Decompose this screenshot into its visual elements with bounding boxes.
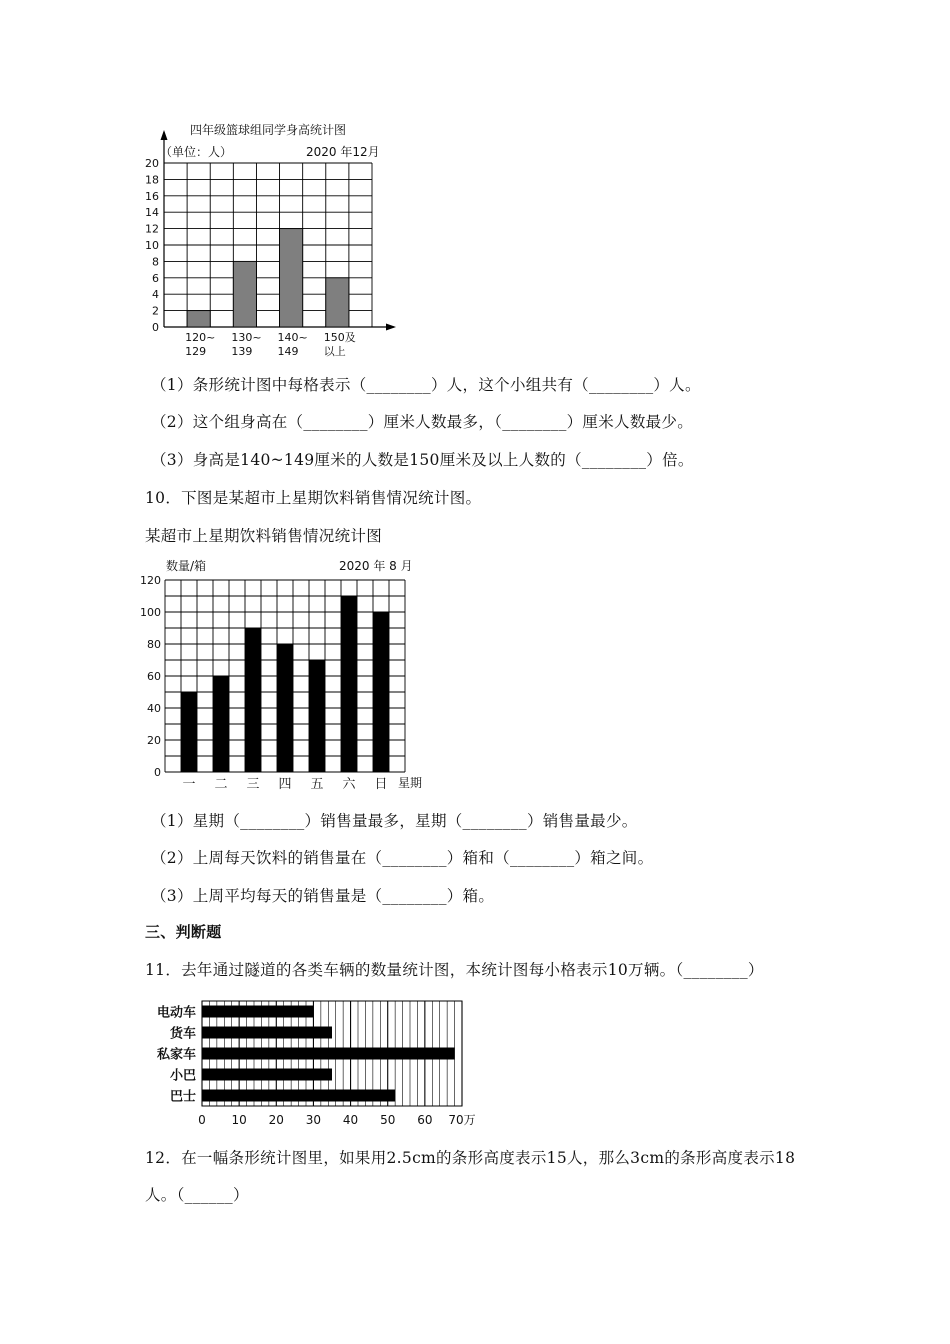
- q10-question-2: （2）上周每天饮料的销售量在（________）箱和（________）箱之间。: [151, 849, 654, 867]
- chart3-category-label: 货车: [169, 1026, 196, 1042]
- chart2-bar: [373, 612, 389, 772]
- chart2-ytick-label: 0: [154, 766, 161, 779]
- q12-line-1: 12．在一幅条形统计图里，如果用2.5cm的条形高度表示15人，那么3cm的条形高度表示18: [145, 1149, 796, 1167]
- chart1-date-label: 2020 年12月: [306, 145, 380, 159]
- q10-question-3: （3）上周平均每天的销售量是（________）箱。: [151, 887, 495, 905]
- chart1-xtick-label: 以上: [323, 345, 346, 358]
- chart1-ytick-label: 20: [145, 157, 159, 170]
- chart1-ytick-label: 18: [145, 173, 159, 187]
- chart2-bar: [309, 660, 325, 772]
- chart1-question-2: （2）这个组身高在（________）厘米人数最多，（________）厘米人数最少。: [151, 413, 694, 431]
- chart2-bar: [341, 596, 357, 772]
- chart2-bar: [277, 644, 293, 772]
- chart3-xtick-label: 10: [231, 1113, 247, 1127]
- chart2-xtick-label: 日: [374, 777, 388, 792]
- q10-question-1: （1）星期（________）销售量最多，星期（________）销售量最少。: [151, 812, 638, 830]
- height-bar-chart: [130, 120, 420, 365]
- chart2-bar: [245, 628, 261, 772]
- chart3-xtick-label: 70万: [448, 1113, 476, 1127]
- chart2-xtick-label: 一: [182, 777, 196, 792]
- chart2-ytick-label: 40: [147, 702, 161, 715]
- chart1-x-arrow: [386, 324, 396, 331]
- chart3-xtick-label: 50: [380, 1113, 396, 1127]
- chart3-category-label: 电动车: [156, 1005, 196, 1021]
- chart1-ytick-label: 16: [145, 189, 159, 203]
- chart1-bar: [326, 278, 349, 327]
- chart1-question-3: （3）身高是140~149厘米的人数是150厘米及以上人数的（________）倍。: [151, 451, 694, 469]
- chart1-question-1: （1）条形统计图中每格表示（________）人，这个小组共有（________）人。: [151, 376, 701, 394]
- chart2-xtick-label: 六: [342, 777, 356, 792]
- chart3-xtick-label: 20: [268, 1113, 284, 1127]
- chart3-category-label: 小巴: [169, 1068, 196, 1084]
- chart2-xtick-label: 四: [278, 777, 292, 792]
- vehicle-bar-chart: [145, 995, 495, 1130]
- chart3-xtick-label: 0: [198, 1113, 206, 1127]
- chart1-ytick-label: 8: [152, 255, 159, 269]
- chart1-bar: [280, 229, 303, 327]
- chart1-unit-label: （单位：人）: [160, 145, 233, 159]
- chart2-bar: [181, 692, 197, 772]
- chart2-xlabel: 星期: [398, 776, 423, 790]
- chart3-xtick-label: 30: [305, 1113, 322, 1127]
- chart1-ytick-label: 0: [152, 321, 159, 334]
- chart3-xtick-label: 60: [417, 1113, 433, 1127]
- chart2-xtick-label: 五: [310, 777, 324, 792]
- chart3-bar: [202, 1027, 332, 1039]
- chart3-category-label: 私家车: [156, 1047, 196, 1063]
- chart2-ytick-label: 60: [147, 670, 161, 683]
- chart3-bar: [202, 1006, 313, 1018]
- chart3-bar: [202, 1069, 332, 1081]
- chart1-xtick-label: 139: [231, 345, 253, 358]
- chart1-ytick-label: 2: [152, 304, 159, 318]
- chart2-xtick-label: 三: [246, 777, 260, 792]
- chart3-xtick-label: 40: [342, 1113, 359, 1127]
- chart1-xtick-label: 130~: [231, 331, 262, 344]
- chart1-xtick-label: 129: [185, 345, 207, 358]
- chart1-bar: [233, 261, 256, 327]
- chart1-ytick-label: 12: [145, 222, 159, 236]
- chart3-bar: [202, 1048, 455, 1060]
- chart2-date-label: 2020 年 8 月: [339, 559, 413, 573]
- chart1-ytick-label: 6: [152, 271, 159, 285]
- chart2-ytick-label: 100: [140, 606, 161, 619]
- chart2-bar: [213, 676, 229, 772]
- chart1-xtick-label: 149: [277, 345, 299, 358]
- chart1-y-arrow: [161, 130, 168, 140]
- chart1-ytick-label: 14: [145, 206, 159, 220]
- drink-sales-bar-chart: [130, 556, 430, 796]
- chart1-ytick-label: 4: [152, 288, 159, 302]
- q10-stem: 10．下图是某超市上星期饮料销售情况统计图。: [145, 489, 482, 507]
- chart2-xtick-label: 二: [214, 777, 228, 792]
- chart1-bar: [187, 311, 210, 327]
- chart3-category-label: 巴士: [169, 1089, 196, 1105]
- chart2-ytick-label: 20: [147, 734, 161, 747]
- chart2-unit-label: 数量/箱: [166, 559, 207, 573]
- q12-line-2: 人。（______）: [145, 1186, 249, 1204]
- q10-caption: 某超市上星期饮料销售情况统计图: [145, 527, 383, 545]
- chart1-title: 四年级篮球组同学身高统计图: [190, 123, 347, 137]
- section-title: 三、判断题: [145, 923, 222, 941]
- chart1-ytick-label: 10: [145, 239, 159, 252]
- chart1-xtick-label: 140~: [277, 331, 308, 344]
- q11-stem: 11．去年通过隧道的各类车辆的数量统计图，本统计图每小格表示10万辆。（________）: [145, 961, 764, 979]
- chart2-ytick-label: 120: [140, 574, 161, 587]
- chart1-xtick-label: 120~: [185, 331, 216, 344]
- chart2-ytick-label: 80: [147, 638, 161, 651]
- chart3-bar: [202, 1090, 395, 1102]
- chart1-xtick-label: 150及: [323, 331, 356, 344]
